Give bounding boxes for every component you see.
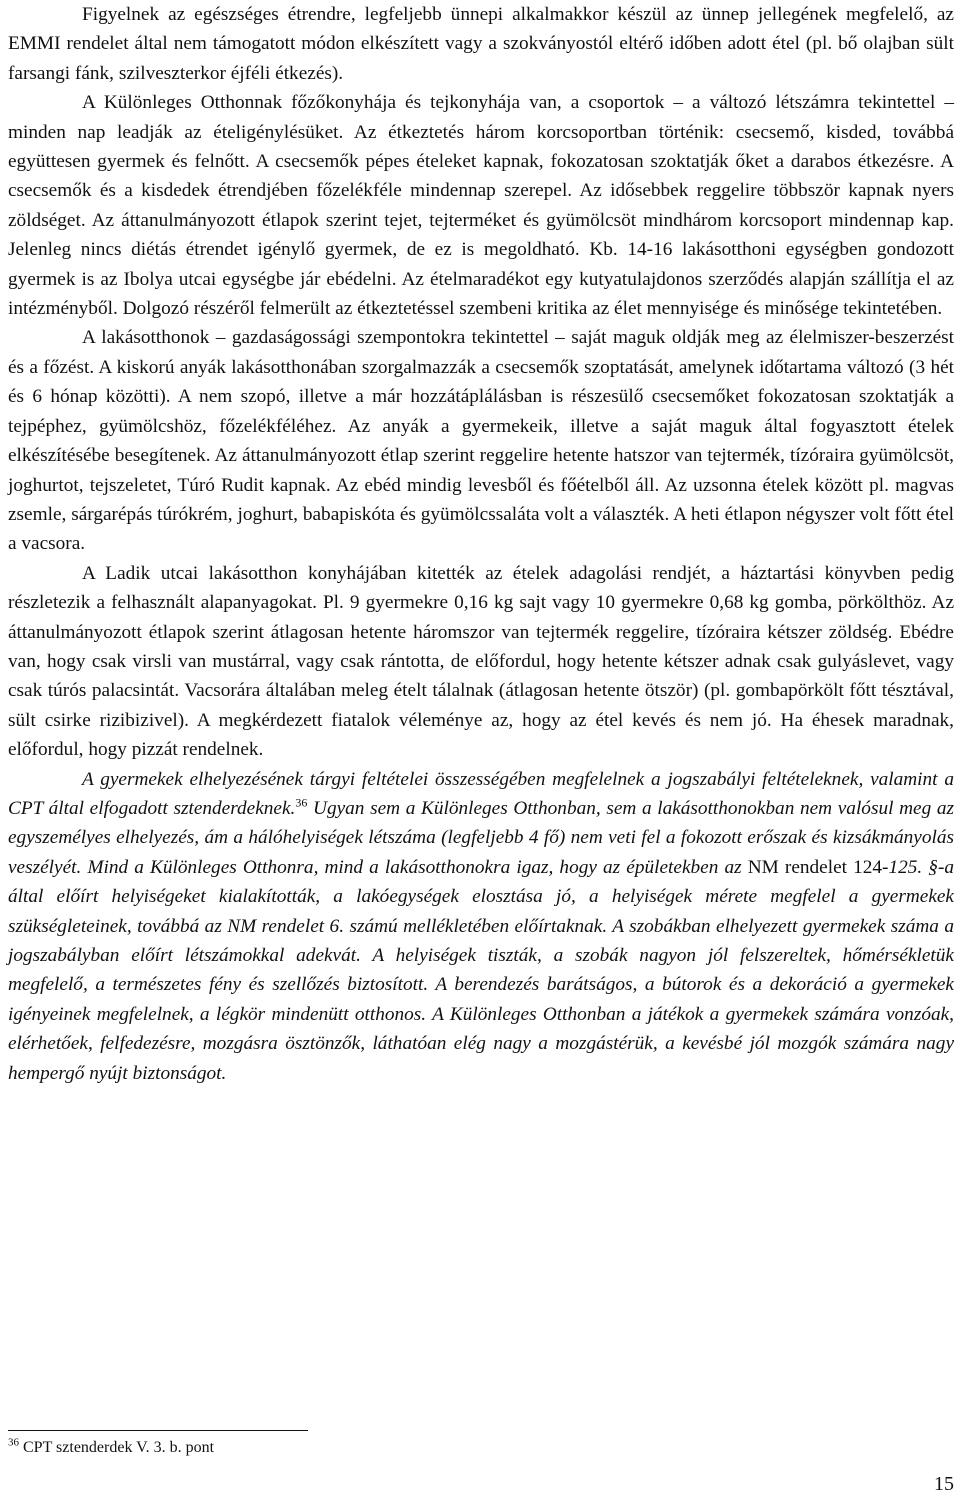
body-text xyxy=(8,0,954,1088)
footnote xyxy=(8,1438,214,1458)
footnote-divider xyxy=(8,1430,308,1431)
footnote-reference[interactable]: 36 xyxy=(295,795,308,810)
italic-text: A gyermekek elhelyezésének tárgyi feltételei összességében megfelelnek a jogszabályi feltételeknek, valamint a CPT által elfogadott sztenderdeknek. xyxy=(8,768,954,819)
regulation-reference: NM rendelet 124- xyxy=(747,856,889,878)
paragraph: A lakásotthonok – gazdaságossági szempontokra tekintettel – saját maguk oldják meg az élelmiszer-beszerzést és a főzést. A kiskorú anyák lakásotthonában szorgalmazzák a csecsemők szoptatását, amelynek időtartama változó (3 hét és 6 hónap közötti). A nem szopó, illetve a már hozzátáplálásban is részesülő csecsemőket fokozatosan szoktatják a tejpéphez, gyümölcshöz, főzelékféléhez. Az anyák a gyermekeik, illetve a saját maguk által fogyasztott ételek elkészítésébe besegítenek. Az áttanulmányozott étlap szerint reggelire hetente hatszor van tejtermék, tízóraira gyümölcsöt, joghurtot, tejszeletet, Túró Rudit kapnak. Az ebéd mindig levesből és főételből áll. Az uzsonna ételek között pl. magvas zsemle, sárgarépás túrókrém, joghurt, babapiskóta és gyümölcssaláta volt a választék. A heti étlapon négyszer volt főtt étel a vacsora. xyxy=(8,327,954,555)
paragraph: A Különleges Otthonnak főzőkonyhája és tejkonyhája van, a csoportok – a változó létszámra tekintettel – minden nap leadják az ételigénylésüket. Az étkeztetés három korcsoportban történik: csecsemő, kisded, továbbá együttesen gyermek és felnőtt. A csecsemők pépes ételeket kapnak, fokozatosan szoktatják őket a darabos étkezésre. A csecsemők és a kisdedek étrendjében főzelékféle mindennap szerepel. Az idősebbek reggelire többször kapnak nyers zöldséget. Az áttanulmányozott étlapok szerint tejet, tejterméket és gyümölcsöt mindhárom korcsoport mindennap kap. Jelenleg nincs diétás étrendet igénylő gyermek, de ez is megoldható. Kb. 14-16 lakásotthoni egységben gondozott gyermek is az Ibolya utcai egységbe jár ebédelni. Az ételmaradékot egy kutyatulajdonos szerződés alapján szállítja el az intézményből. Dolgozó részéről felmerült az étkeztetéssel szembeni kritika az élet mennyisége és minősége tekintetében. xyxy=(8,92,954,320)
page-number: 15 xyxy=(934,1473,954,1495)
italic-text: 125. §-a által előírt helyiségeket kialakították, a lakóegységek elosztása jó, a helyiségek mérete megfelel a gyermekek szükségleteinek, továbbá az NM rendelet 6. számú mellékletében előírtaknak. A szobákban elhelyezett gyermekek száma a jogszabályban előírt létszámokkal adekvát. A helyiségek tiszták, a szobák nagyon jól felszereltek, hőmérsékletük megfelelő, a természetes fény és szellőzés biztosított. A berendezés barátságos, a bútorok és a dekoráció a gyermekek igényeinek megfelelnek, a légkör mindenütt otthonos. A Különleges Otthonban a játékok a gyermekek számára vonzóak, elérhetőek, felfedezésre, mozgásra ösztönzők, láthatóan elég nagy a mozgástérük, a kevésbé jól mozgók számára nagy hempergő nyújt biztonságot. xyxy=(8,856,955,1084)
italic-text: Ugyan sem a Különleges Otthonban, sem a lakásotthonokban nem valósul meg az egyszemélyes elhelyezés, ám a hálóhelyiségek létszáma (legfeljebb 4 fő) nem veti fel a fokozott erőszak és kizsákmányolás veszélyét. Mind a Különleges Otthonra, mind a lakásotthonokra igaz, hogy az épületekben az xyxy=(8,797,954,878)
footnote-number: 36 xyxy=(8,1436,19,1449)
paragraph: A Ladik utcai lakásotthon konyhájában kitették az ételek adagolási rendjét, a háztartási könyvben pedig részletezik a felhasznált alapanyagokat. Pl. 9 gyermekre 0,16 kg sajt vagy 10 gyermekre 0,68 kg gomba, pörkölthöz. Az áttanulmányozott étlapok szerint átlagosan hetente háromszor van tejtermék reggelire, tízóraira kétszer zöldség. Ebédre van, hogy csak virsli van mustárral, vagy csak rántotta, de előfordul, hogy hetente kétszer adnak csak gulyáslevet, vagy csak túrós palacsintát. Vacsorára általában meleg ételt tálalnak (átlagosan hetente ötször) (pl. gombapörkölt főtt tésztával, sült csirke rizibizivel). A megkérdezett fiatalok véleménye az, hogy az étel kevés és nem jó. Ha éhesek maradnak, előfordul, hogy pizzát rendelnek. xyxy=(8,562,954,761)
footnote-text: CPT sztenderdek V. 3. b. pont xyxy=(23,1439,215,1456)
italic-paragraph xyxy=(8,765,954,1088)
paragraph: Figyelnek az egészséges étrendre, legfeljebb ünnepi alkalmakkor készül az ünnep jellegének megfelelő, az EMMI rendelet által nem támogatott módon elkészített vagy a szokványostól eltérő időben adott étel (pl. bő olajban sült farsangi fánk, szilveszterkor éjféli étkezés). xyxy=(8,4,954,84)
